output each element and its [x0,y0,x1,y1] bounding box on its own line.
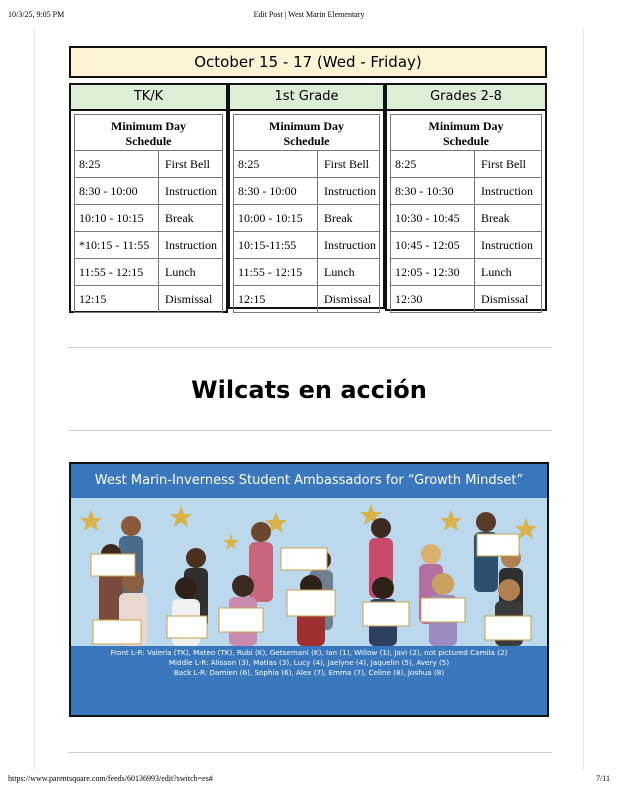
column-header-tk-k: TK/K [71,85,226,111]
row-time: 8:25 [391,151,475,177]
schedule-title-line: Schedule [125,134,172,148]
row-time: 12:30 [391,286,475,312]
table-row [391,178,541,205]
schedule-title-line: Minimum Day [428,119,504,133]
schedule-column-grades-2-8 [385,83,547,311]
table-row [75,286,222,312]
schedule-title-line: Schedule [442,134,489,148]
row-time: 12:15 [234,286,318,312]
schedule-date-banner: October 15 - 17 (Wed - Friday) [69,46,547,78]
table-row [391,205,541,232]
row-time: 11:55 - 12:15 [234,259,318,285]
column-header-1st-grade: 1st Grade [230,85,383,111]
caption-line: Back L-R: Damien (6), Sophia (6), Alex (7), Emma (7), Celine (8), Joshua (8) [173,668,445,677]
schedule-table-title [234,115,379,151]
table-row [75,151,222,178]
row-time: 10:15-11:55 [234,232,318,258]
row-time: 8:25 [234,151,318,177]
group-photo [71,498,547,646]
caption-line: Middle L-R: Alisson (3), Matias (3), Lucy (4), Jaelyne (4), Jaquelin (5), Avery (5) [168,658,450,667]
table-row [75,232,222,259]
table-row [75,259,222,286]
schedule-title-line: Schedule [283,134,330,148]
row-activity: Dismissal [324,292,372,306]
table-row [234,205,379,232]
schedule-table [233,114,380,313]
print-datetime: 10/3/25, 9:05 PM [8,10,65,19]
table-row [391,232,541,259]
print-header [8,10,610,24]
caption-line: Front L-R: Valeria (TK), Mateo (TK), Rubi (K), Getsemani (K), Ian (1), Willow (1), Javi (2), not pictured Camila (2) [110,648,508,657]
schedule-table [74,114,223,313]
column-header-grades-2-8: Grades 2-8 [387,85,545,111]
schedule-title-line: Minimum Day [111,119,186,133]
row-activity: Instruction [165,184,217,198]
ambassadors-photo-card[interactable] [69,462,549,717]
section-divider [68,752,552,753]
row-activity: Dismissal [165,292,213,306]
section-divider [68,430,552,431]
schedule-table [390,114,542,313]
row-activity: Break [165,211,194,225]
row-activity: Instruction [324,184,376,198]
photo-title: West Marin-Inverness Student Ambassadors for “Growth Mindset” [94,473,524,488]
table-row [75,178,222,205]
row-activity: First Bell [165,157,211,171]
row-time: 8:30 - 10:00 [234,178,318,204]
row-activity: Instruction [481,184,533,198]
row-activity: First Bell [324,157,370,171]
table-row [391,259,541,286]
photo-caption [71,648,547,678]
row-activity: First Bell [481,157,527,171]
row-activity: Instruction [324,238,376,252]
schedule-column-1st-grade [228,83,385,309]
row-time: 8:25 [75,151,159,177]
table-row [391,151,541,178]
row-activity: Lunch [165,265,196,279]
table-row [234,232,379,259]
group-photo-illustration [71,498,547,646]
schedule-table-title [75,115,222,151]
row-time: 11:55 - 12:15 [75,259,159,285]
row-activity: Lunch [481,265,512,279]
schedule-column-tk-k [69,83,228,313]
schedule-title-line: Minimum Day [269,119,344,133]
row-activity: Lunch [324,265,355,279]
print-footer [8,774,610,786]
row-time: 12:05 - 12:30 [391,259,475,285]
row-time: 8:30 - 10:00 [75,178,159,204]
table-row [234,178,379,205]
print-url: https://www.parentsquare.com/feeds/60136993/edit?switch=es# [8,774,213,783]
table-row [391,286,541,312]
row-activity: Break [481,211,510,225]
row-time: 10:10 - 10:15 [75,205,159,231]
row-time: *10:15 - 11:55 [75,232,159,258]
row-activity: Break [324,211,353,225]
print-page-number: 7/11 [596,774,610,783]
table-row [234,151,379,178]
table-row [234,259,379,286]
section-divider [68,347,552,348]
row-time: 8:30 - 10:30 [391,178,475,204]
row-time: 12:15 [75,286,159,312]
row-time: 10:00 - 10:15 [234,205,318,231]
print-page-title: Edit Post | West Marin Elementary [253,10,365,19]
schedule-table-title [391,115,541,151]
row-activity: Instruction [481,238,533,252]
row-time: 10:30 - 10:45 [391,205,475,231]
section-heading: Wilcats en acción [191,376,427,404]
table-row [234,286,379,312]
table-row [75,205,222,232]
row-activity: Instruction [165,238,217,252]
row-activity: Dismissal [481,292,529,306]
row-time: 10:45 - 12:05 [391,232,475,258]
